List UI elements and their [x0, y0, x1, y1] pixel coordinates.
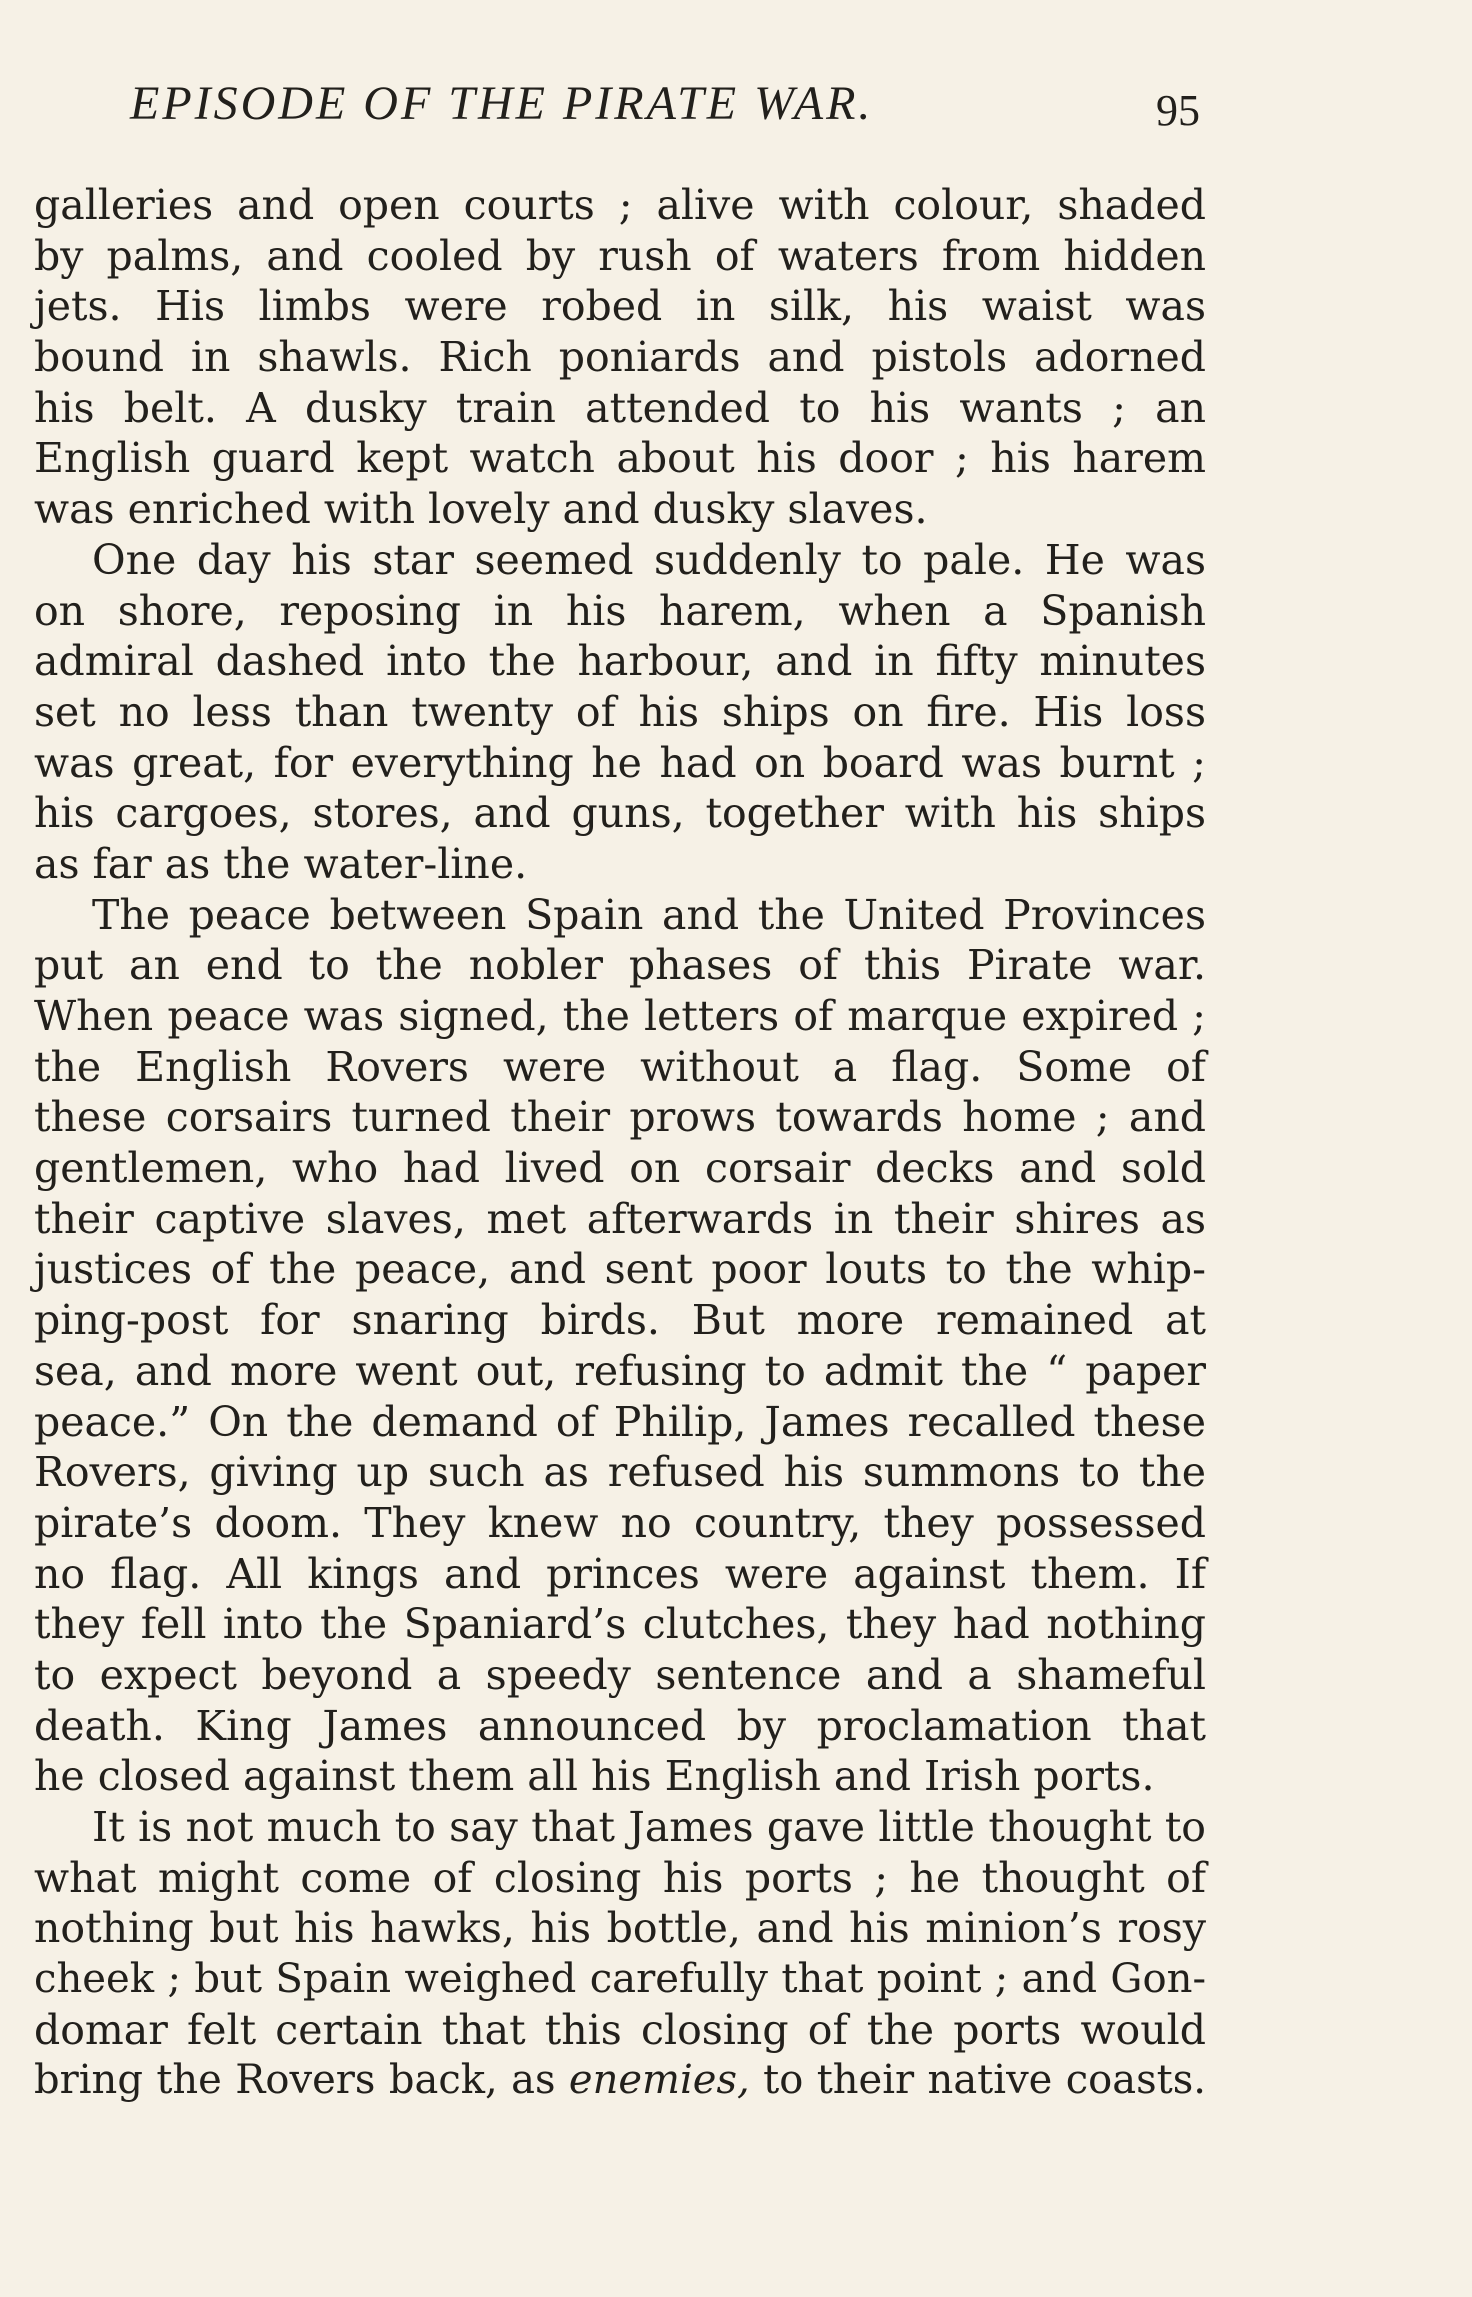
- text-line: was great, for everything he had on board was burnt ;: [34, 738, 1206, 787]
- text-line: When peace was signed, the letters of marque expired ;: [34, 992, 1206, 1040]
- text-line: what might come of closing his ports ; he thought of: [34, 1853, 1206, 1902]
- running-head: [130, 74, 1200, 134]
- text-line: no flag. All kings and princes were against them. If: [34, 1549, 1206, 1598]
- text-line: gentlemen, who had lived on corsair decks and sold: [34, 1144, 1206, 1193]
- text-line: bound in shawls. Rich poniards and pistols adorned: [34, 333, 1206, 382]
- paragraph-first-line: One day his star seemed suddenly to pale. He was: [92, 535, 1206, 584]
- text-line: jets. His limbs were robed in silk, his waist was: [34, 282, 1206, 331]
- final-line-start: bring the Rovers back, as: [34, 2057, 569, 2104]
- text-line: Rovers, giving up such as refused his summons to the: [34, 1448, 1206, 1497]
- page-number: 95: [1156, 86, 1200, 135]
- text-line: their captive slaves, met afterwards in their shires as: [34, 1194, 1206, 1243]
- text-line: to expect beyond a speedy sentence and a shameful: [34, 1650, 1206, 1699]
- text-line: was enriched with lovely and dusky slaves.: [34, 485, 928, 534]
- text-line: justices of the peace, and sent poor louts to the whip-: [34, 1245, 1206, 1294]
- text-line: death. King James announced by proclamation that: [34, 1701, 1206, 1750]
- text-line: nothing but his hawks, his bottle, and his minion’s rosy: [34, 1904, 1206, 1953]
- text-line: he closed against them all his English and Irish ports.: [34, 1752, 1155, 1801]
- final-text-line: [34, 2055, 1206, 2106]
- text-line: by palms, and cooled by rush of waters from hidden: [34, 231, 1206, 280]
- text-line: set no less than twenty of his ships on fire. His loss: [34, 687, 1206, 736]
- text-line: put an end to the nobler phases of this Pirate war.: [34, 941, 1206, 990]
- text-line: peace.” On the demand of Philip, James recalled these: [34, 1397, 1206, 1446]
- text-line: as far as the water-line.: [34, 839, 528, 888]
- text-line: on shore, reposing in his harem, when a Spanish: [34, 586, 1206, 635]
- paragraph-first-line: It is not much to say that James gave little thought to: [92, 1803, 1206, 1851]
- text-line: these corsairs turned their prows towards home ; and: [34, 1093, 1206, 1142]
- text-line: English guard kept watch about his door ; his harem: [34, 434, 1206, 483]
- emphasized-word: enemies,: [568, 2057, 750, 2104]
- text-line: domar felt certain that this closing of the ports would: [34, 2005, 1206, 2054]
- text-line: they fell into the Spaniard’s clutches, they had nothing: [34, 1600, 1206, 1649]
- text-line: the English Rovers were without a flag. Some of: [34, 1042, 1206, 1091]
- body-text: [34, 180, 1206, 2106]
- paragraph-first-line: The peace between Spain and the United Provinces: [92, 890, 1206, 939]
- text-line: his cargoes, stores, and guns, together with his ships: [34, 789, 1206, 838]
- text-line: galleries and open courts ; alive with colour, shaded: [34, 181, 1206, 229]
- running-title: EPISODE OF THE PIRATE WAR.: [130, 77, 874, 130]
- final-line-end: to their native coasts.: [749, 2057, 1206, 2104]
- text-line: cheek ; but Spain weighed carefully that point ; and Gon-: [34, 1956, 1206, 2003]
- text-line: sea, and more went out, refusing to admit the “ paper: [34, 1346, 1206, 1395]
- text-line: ping-post for snaring birds. But more remained at: [34, 1296, 1206, 1345]
- text-line: pirate’s doom. They knew no country, they possessed: [34, 1498, 1206, 1547]
- text-line: his belt. A dusky train attended to his wants ; an: [34, 383, 1206, 432]
- text-line: admiral dashed into the harbour, and in fifty minutes: [34, 637, 1206, 686]
